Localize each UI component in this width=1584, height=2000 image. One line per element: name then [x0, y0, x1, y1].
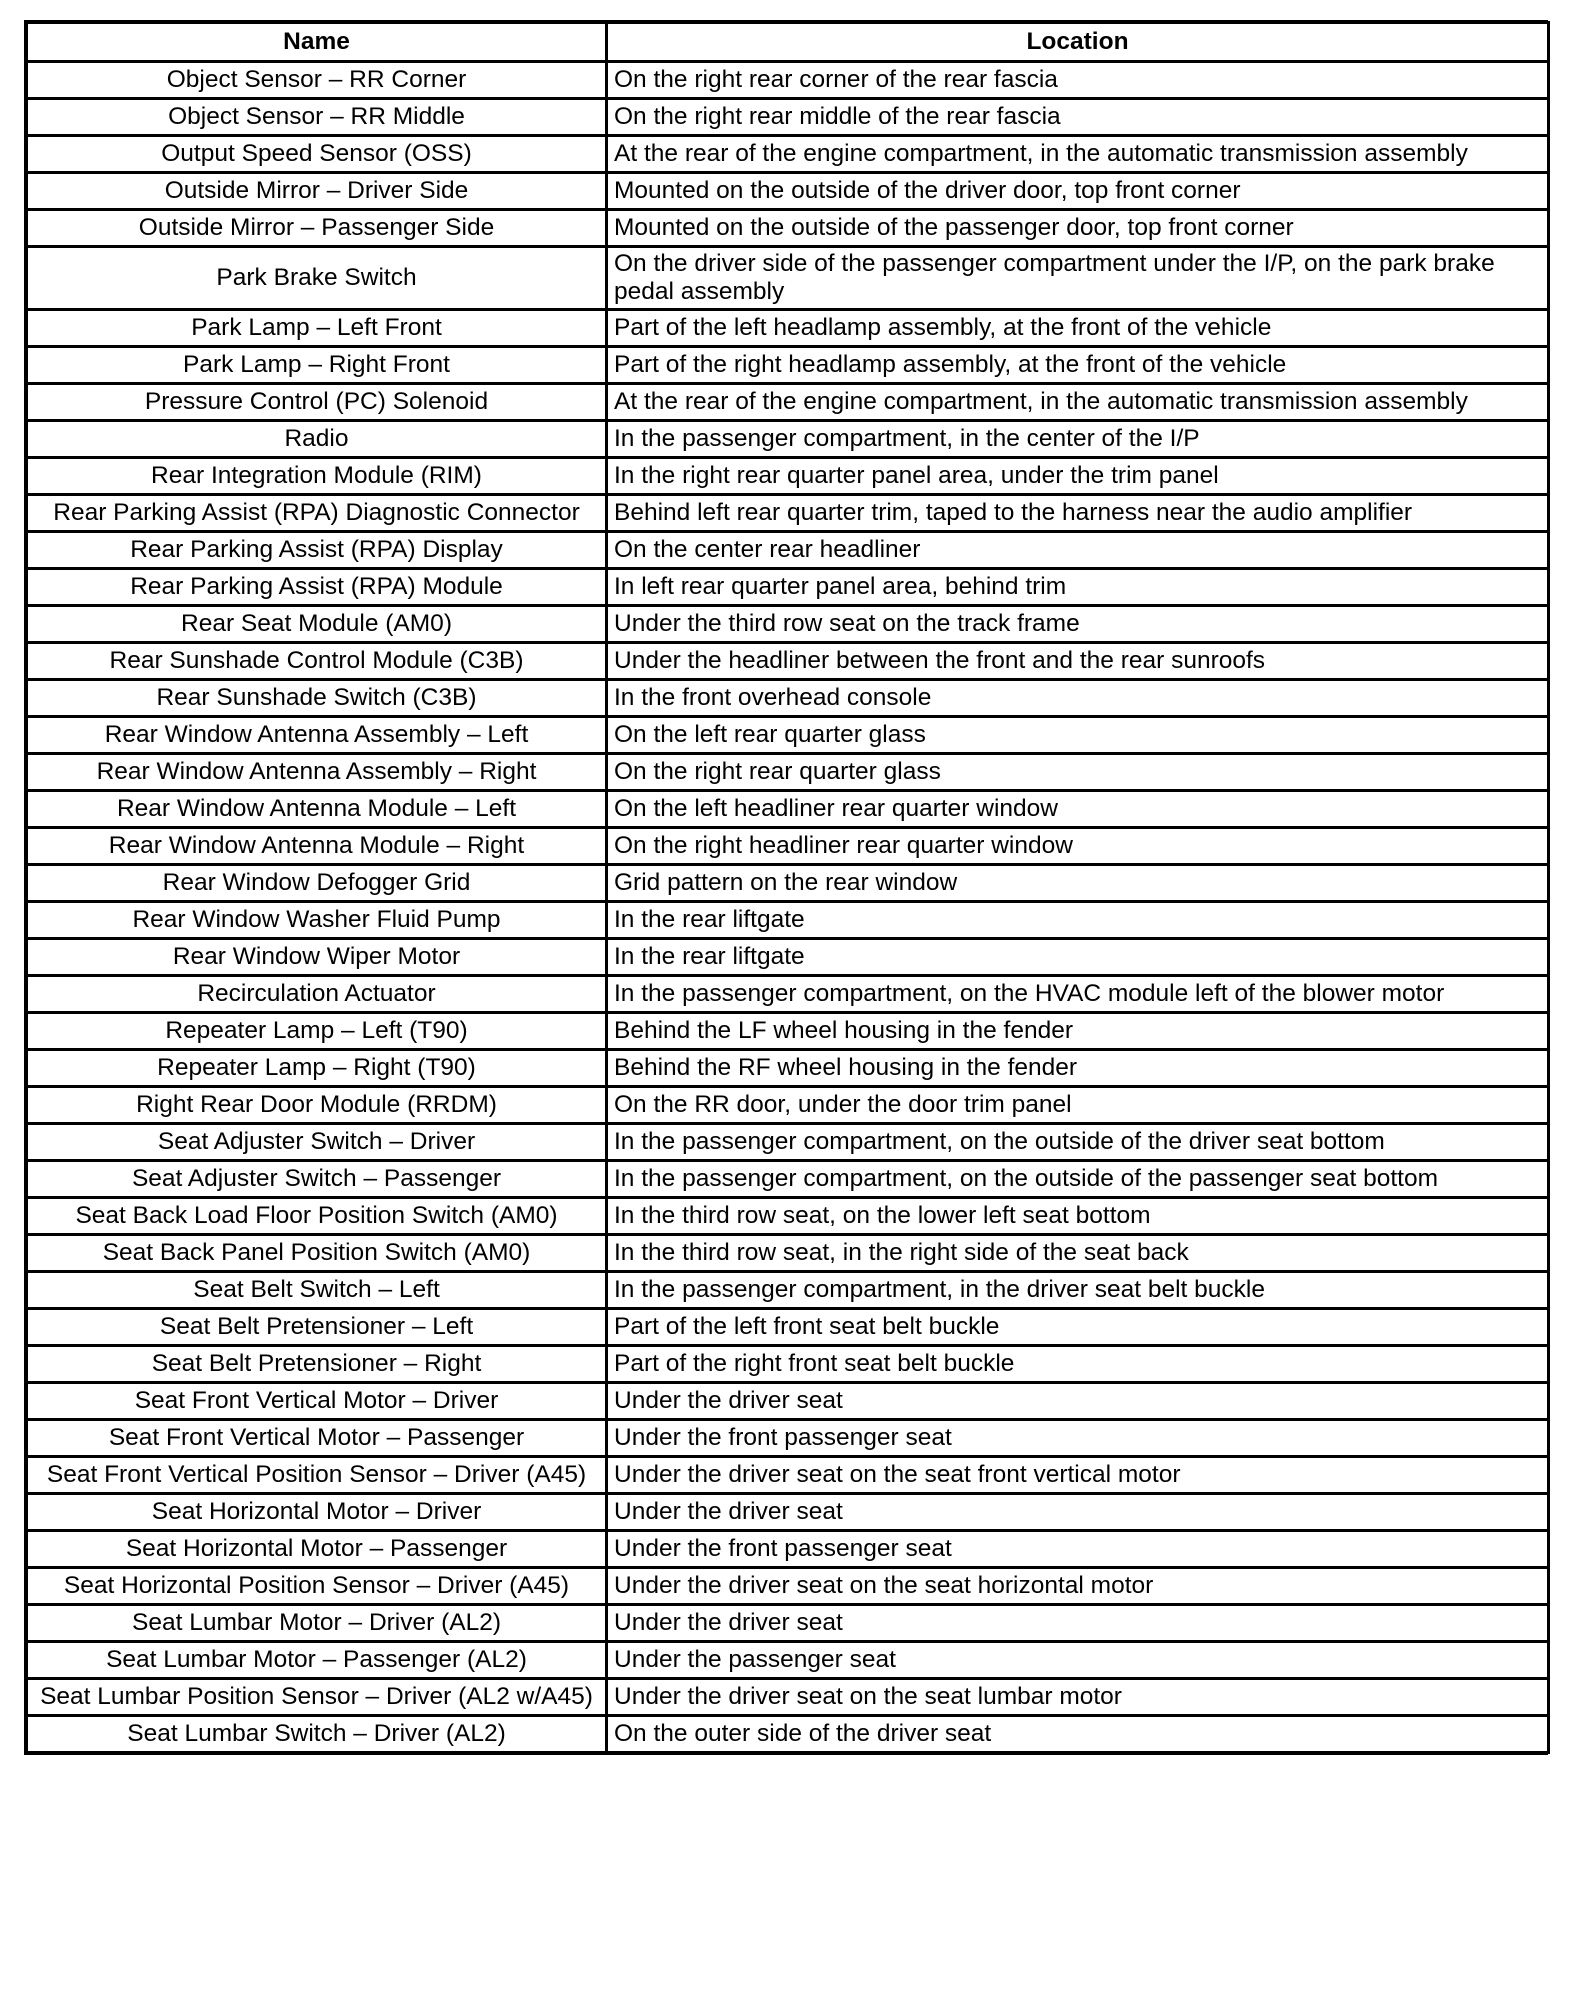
component-name-cell: Output Speed Sensor (OSS): [27, 136, 607, 173]
component-name-cell: Rear Window Antenna Assembly – Left: [27, 717, 607, 754]
table-row: [27, 247, 1549, 310]
table-row: [27, 1161, 1549, 1198]
component-location-cell: Under the front passenger seat: [607, 1531, 1549, 1568]
component-name-cell: Rear Seat Module (AM0): [27, 606, 607, 643]
component-name-cell: Seat Horizontal Motor – Driver: [27, 1494, 607, 1531]
table-row: [27, 569, 1549, 606]
component-location-cell: In the rear liftgate: [607, 902, 1549, 939]
component-location-cell: On the right headliner rear quarter window: [607, 828, 1549, 865]
component-name-cell: Seat Horizontal Motor – Passenger: [27, 1531, 607, 1568]
component-location-cell: Mounted on the outside of the passenger door, top front corner: [607, 210, 1549, 247]
component-location-cell: Part of the right headlamp assembly, at the front of the vehicle: [607, 347, 1549, 384]
table-row: [27, 828, 1549, 865]
table-row: [27, 458, 1549, 495]
table-row: [27, 532, 1549, 569]
table-row: [27, 1679, 1549, 1716]
component-name-cell: Rear Sunshade Control Module (C3B): [27, 643, 607, 680]
component-name-cell: Seat Lumbar Position Sensor – Driver (AL2 w/A45): [27, 1679, 607, 1716]
table-row: [27, 421, 1549, 458]
component-name-cell: Repeater Lamp – Right (T90): [27, 1050, 607, 1087]
component-name-cell: Seat Horizontal Position Sensor – Driver (A45): [27, 1568, 607, 1605]
table-row: [27, 1013, 1549, 1050]
table-row: [27, 1642, 1549, 1679]
table-row: [27, 62, 1549, 99]
component-location-cell: In the right rear quarter panel area, under the trim panel: [607, 458, 1549, 495]
component-location-cell: In the passenger compartment, on the HVAC module left of the blower motor: [607, 976, 1549, 1013]
component-name-cell: Seat Lumbar Motor – Driver (AL2): [27, 1605, 607, 1642]
component-location-table-container: [24, 20, 1548, 1755]
component-name-cell: Seat Front Vertical Motor – Passenger: [27, 1420, 607, 1457]
component-name-cell: Rear Window Antenna Assembly – Right: [27, 754, 607, 791]
component-location-cell: On the left headliner rear quarter window: [607, 791, 1549, 828]
table-row: [27, 754, 1549, 791]
component-name-cell: Recirculation Actuator: [27, 976, 607, 1013]
component-location-cell: Under the driver seat: [607, 1605, 1549, 1642]
component-name-cell: Object Sensor – RR Middle: [27, 99, 607, 136]
table-row: [27, 1050, 1549, 1087]
component-name-cell: Seat Front Vertical Motor – Driver: [27, 1383, 607, 1420]
table-row: [27, 1457, 1549, 1494]
component-location-cell: In the passenger compartment, on the outside of the driver seat bottom: [607, 1124, 1549, 1161]
table-row: [27, 173, 1549, 210]
table-row: [27, 99, 1549, 136]
table-row: [27, 495, 1549, 532]
table-row: [27, 1198, 1549, 1235]
component-location-cell: Under the third row seat on the track frame: [607, 606, 1549, 643]
column-header-location: Location: [607, 23, 1549, 62]
component-name-cell: Rear Integration Module (RIM): [27, 458, 607, 495]
table-row: [27, 1568, 1549, 1605]
component-name-cell: Seat Back Load Floor Position Switch (AM0): [27, 1198, 607, 1235]
table-row: [27, 976, 1549, 1013]
table-body: [27, 62, 1549, 1753]
component-location-table: [25, 21, 1550, 1754]
component-location-cell: Part of the left headlamp assembly, at the front of the vehicle: [607, 310, 1549, 347]
component-location-cell: Under the driver seat: [607, 1494, 1549, 1531]
table-header: [27, 23, 1549, 62]
component-location-cell: Mounted on the outside of the driver door, top front corner: [607, 173, 1549, 210]
component-location-cell: In the passenger compartment, in the center of the I/P: [607, 421, 1549, 458]
component-name-cell: Rear Parking Assist (RPA) Module: [27, 569, 607, 606]
component-name-cell: Seat Front Vertical Position Sensor – Driver (A45): [27, 1457, 607, 1494]
component-location-cell: Under the headliner between the front and the rear sunroofs: [607, 643, 1549, 680]
component-location-cell: In the passenger compartment, in the driver seat belt buckle: [607, 1272, 1549, 1309]
component-name-cell: Park Brake Switch: [27, 247, 607, 310]
component-name-cell: Rear Parking Assist (RPA) Diagnostic Connector: [27, 495, 607, 532]
table-row: [27, 1494, 1549, 1531]
table-row: [27, 1716, 1549, 1753]
component-name-cell: Seat Adjuster Switch – Passenger: [27, 1161, 607, 1198]
table-row: [27, 939, 1549, 976]
component-location-cell: On the right rear middle of the rear fascia: [607, 99, 1549, 136]
component-location-cell: In the passenger compartment, on the outside of the passenger seat bottom: [607, 1161, 1549, 1198]
table-row: [27, 680, 1549, 717]
table-row: [27, 310, 1549, 347]
component-name-cell: Rear Sunshade Switch (C3B): [27, 680, 607, 717]
component-name-cell: Object Sensor – RR Corner: [27, 62, 607, 99]
component-name-cell: Rear Window Washer Fluid Pump: [27, 902, 607, 939]
component-location-cell: In left rear quarter panel area, behind trim: [607, 569, 1549, 606]
table-row: [27, 1531, 1549, 1568]
table-row: [27, 136, 1549, 173]
component-location-cell: At the rear of the engine compartment, in the automatic transmission assembly: [607, 136, 1549, 173]
component-name-cell: Seat Lumbar Motor – Passenger (AL2): [27, 1642, 607, 1679]
component-location-cell: On the outer side of the driver seat: [607, 1716, 1549, 1753]
component-name-cell: Seat Back Panel Position Switch (AM0): [27, 1235, 607, 1272]
component-name-cell: Park Lamp – Left Front: [27, 310, 607, 347]
table-row: [27, 717, 1549, 754]
component-name-cell: Right Rear Door Module (RRDM): [27, 1087, 607, 1124]
component-location-cell: Part of the left front seat belt buckle: [607, 1309, 1549, 1346]
component-location-cell: On the RR door, under the door trim panel: [607, 1087, 1549, 1124]
component-name-cell: Seat Belt Pretensioner – Right: [27, 1346, 607, 1383]
component-location-cell: In the front overhead console: [607, 680, 1549, 717]
component-name-cell: Rear Window Antenna Module – Left: [27, 791, 607, 828]
table-row: [27, 1346, 1549, 1383]
component-name-cell: Rear Window Defogger Grid: [27, 865, 607, 902]
component-location-cell: In the third row seat, on the lower left seat bottom: [607, 1198, 1549, 1235]
table-row: [27, 1087, 1549, 1124]
component-name-cell: Seat Lumbar Switch – Driver (AL2): [27, 1716, 607, 1753]
table-row: [27, 1124, 1549, 1161]
component-location-cell: Behind the RF wheel housing in the fender: [607, 1050, 1549, 1087]
component-location-cell: On the center rear headliner: [607, 532, 1549, 569]
component-name-cell: Seat Belt Pretensioner – Left: [27, 1309, 607, 1346]
component-location-cell: At the rear of the engine compartment, in the automatic transmission assembly: [607, 384, 1549, 421]
component-location-cell: Behind the LF wheel housing in the fender: [607, 1013, 1549, 1050]
component-location-cell: Under the driver seat on the seat front vertical motor: [607, 1457, 1549, 1494]
component-name-cell: Park Lamp – Right Front: [27, 347, 607, 384]
table-row: [27, 1605, 1549, 1642]
component-location-cell: Part of the right front seat belt buckle: [607, 1346, 1549, 1383]
table-row: [27, 865, 1549, 902]
component-location-cell: Under the driver seat on the seat horizontal motor: [607, 1568, 1549, 1605]
component-name-cell: Pressure Control (PC) Solenoid: [27, 384, 607, 421]
table-row: [27, 643, 1549, 680]
component-location-cell: On the driver side of the passenger compartment under the I/P, on the park brake pedal assembly: [607, 247, 1549, 310]
table-row: [27, 1420, 1549, 1457]
component-location-cell: Under the passenger seat: [607, 1642, 1549, 1679]
component-name-cell: Rear Window Wiper Motor: [27, 939, 607, 976]
column-header-name: Name: [27, 23, 607, 62]
table-row: [27, 1309, 1549, 1346]
header-row: [27, 23, 1549, 62]
table-row: [27, 1272, 1549, 1309]
component-name-cell: Outside Mirror – Passenger Side: [27, 210, 607, 247]
component-name-cell: Seat Belt Switch – Left: [27, 1272, 607, 1309]
component-location-cell: On the right rear quarter glass: [607, 754, 1549, 791]
component-location-cell: In the rear liftgate: [607, 939, 1549, 976]
component-location-cell: Behind left rear quarter trim, taped to the harness near the audio amplifier: [607, 495, 1549, 532]
table-row: [27, 210, 1549, 247]
component-name-cell: Repeater Lamp – Left (T90): [27, 1013, 607, 1050]
component-location-cell: Under the driver seat on the seat lumbar motor: [607, 1679, 1549, 1716]
component-location-cell: Under the front passenger seat: [607, 1420, 1549, 1457]
table-row: [27, 1235, 1549, 1272]
table-row: [27, 347, 1549, 384]
component-location-cell: In the third row seat, in the right side of the seat back: [607, 1235, 1549, 1272]
component-name-cell: Radio: [27, 421, 607, 458]
table-row: [27, 1383, 1549, 1420]
table-row: [27, 384, 1549, 421]
component-name-cell: Rear Window Antenna Module – Right: [27, 828, 607, 865]
component-location-cell: On the left rear quarter glass: [607, 717, 1549, 754]
table-row: [27, 902, 1549, 939]
table-row: [27, 791, 1549, 828]
component-location-cell: Grid pattern on the rear window: [607, 865, 1549, 902]
component-location-cell: On the right rear corner of the rear fascia: [607, 62, 1549, 99]
component-name-cell: Rear Parking Assist (RPA) Display: [27, 532, 607, 569]
table-row: [27, 606, 1549, 643]
component-name-cell: Seat Adjuster Switch – Driver: [27, 1124, 607, 1161]
component-name-cell: Outside Mirror – Driver Side: [27, 173, 607, 210]
component-location-cell: Under the driver seat: [607, 1383, 1549, 1420]
